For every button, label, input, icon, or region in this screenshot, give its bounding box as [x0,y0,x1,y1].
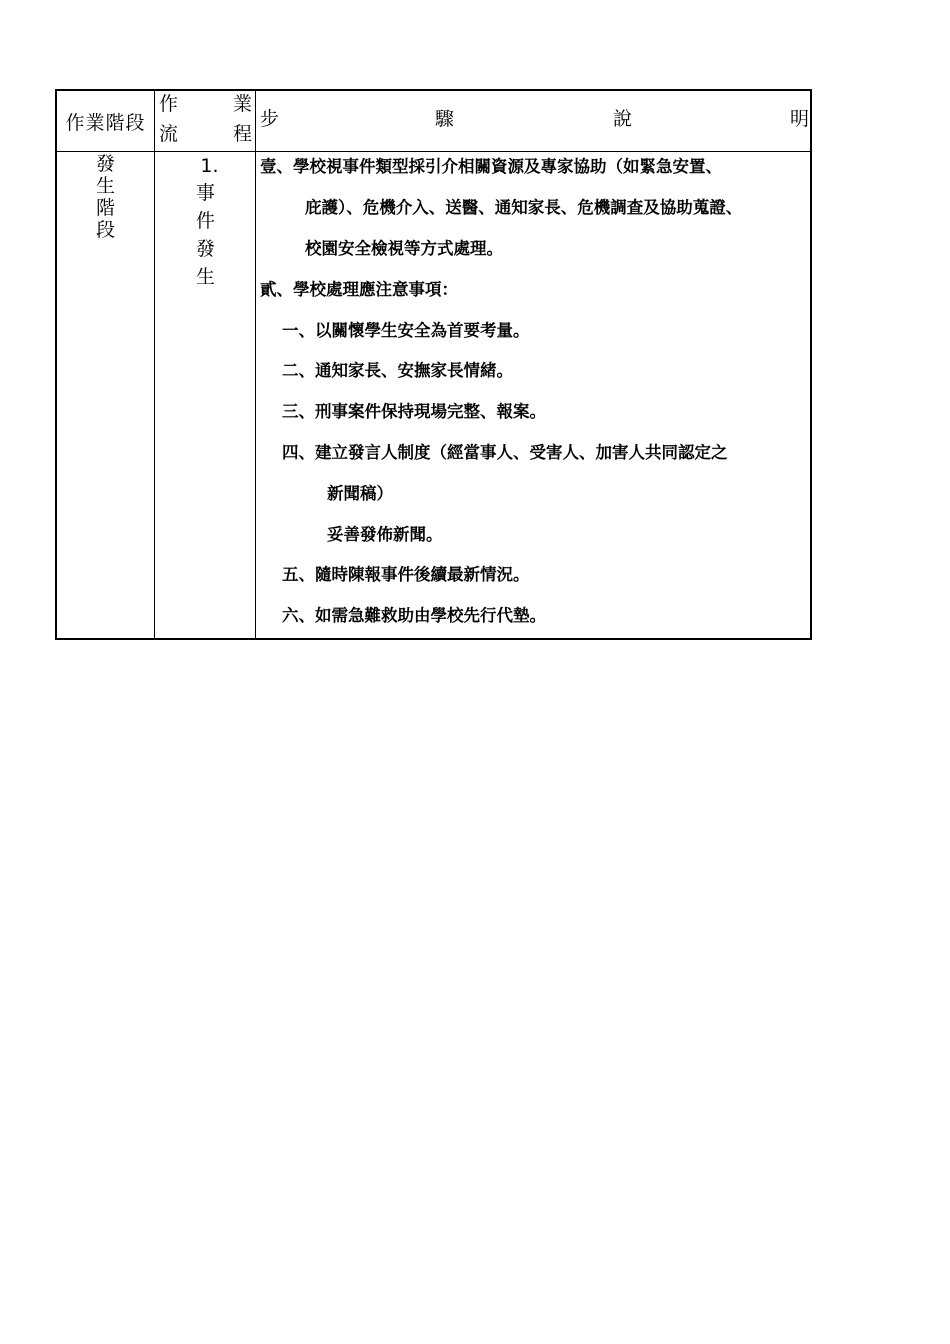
header-flow-char: 程 [232,123,252,145]
stage-cell [57,153,154,241]
header-flow [155,91,256,151]
stage-char: 階 [95,197,115,219]
header-desc-char: 說 [613,108,633,130]
desc-line: 貳、學校處理應注意事項： [260,280,458,299]
flow-char: 發 [195,238,215,260]
desc-line: 新聞稿） [327,484,393,503]
header-flow-char: 作 [159,93,179,115]
procedure-table [55,89,812,640]
desc-line: 庇護）、危機介入、送醫、通知家長、危機調查及協助蒐證、 [305,198,743,217]
header-desc-char: 明 [789,108,809,130]
stage-char: 發 [95,153,115,175]
header-stage-label: 作業階段 [65,111,146,134]
flow-char: 件 [195,210,215,232]
stage-char: 生 [95,175,115,197]
desc-line: 妥善發佈新聞。 [327,525,443,544]
stage-char: 段 [95,219,115,241]
header-stage [57,91,154,151]
header-description [257,91,812,151]
desc-line: 二、通知家長、安撫家長情緒。 [282,361,513,380]
desc-line: 四、建立發言人制度（經當事人、受害人、加害人共同認定之 [282,443,728,462]
flow-char: 事 [195,182,215,204]
header-desc-char: 驟 [435,108,455,130]
flow-step-number: 1. [200,155,219,177]
header-flow-char: 流 [159,123,179,145]
desc-line: 壹、學校視事件類型採引介相關資源及專家協助（如緊急安置、 [260,157,722,176]
desc-line: 三、刑事案件保持現場完整、報案。 [282,402,546,421]
desc-line: 五、隨時陳報事件後續最新情況。 [282,565,530,584]
desc-line: 校園安全檢視等方式處理。 [305,239,503,258]
desc-line: 六、如需急難救助由學校先行代墊。 [282,606,546,625]
header-flow-char: 業 [232,93,252,115]
flow-cell [155,153,256,291]
desc-line: 一、以關懷學生安全為首要考量。 [282,321,530,340]
header-divider [57,151,810,152]
header-desc-char: 步 [260,108,280,130]
flow-char: 生 [195,266,215,288]
